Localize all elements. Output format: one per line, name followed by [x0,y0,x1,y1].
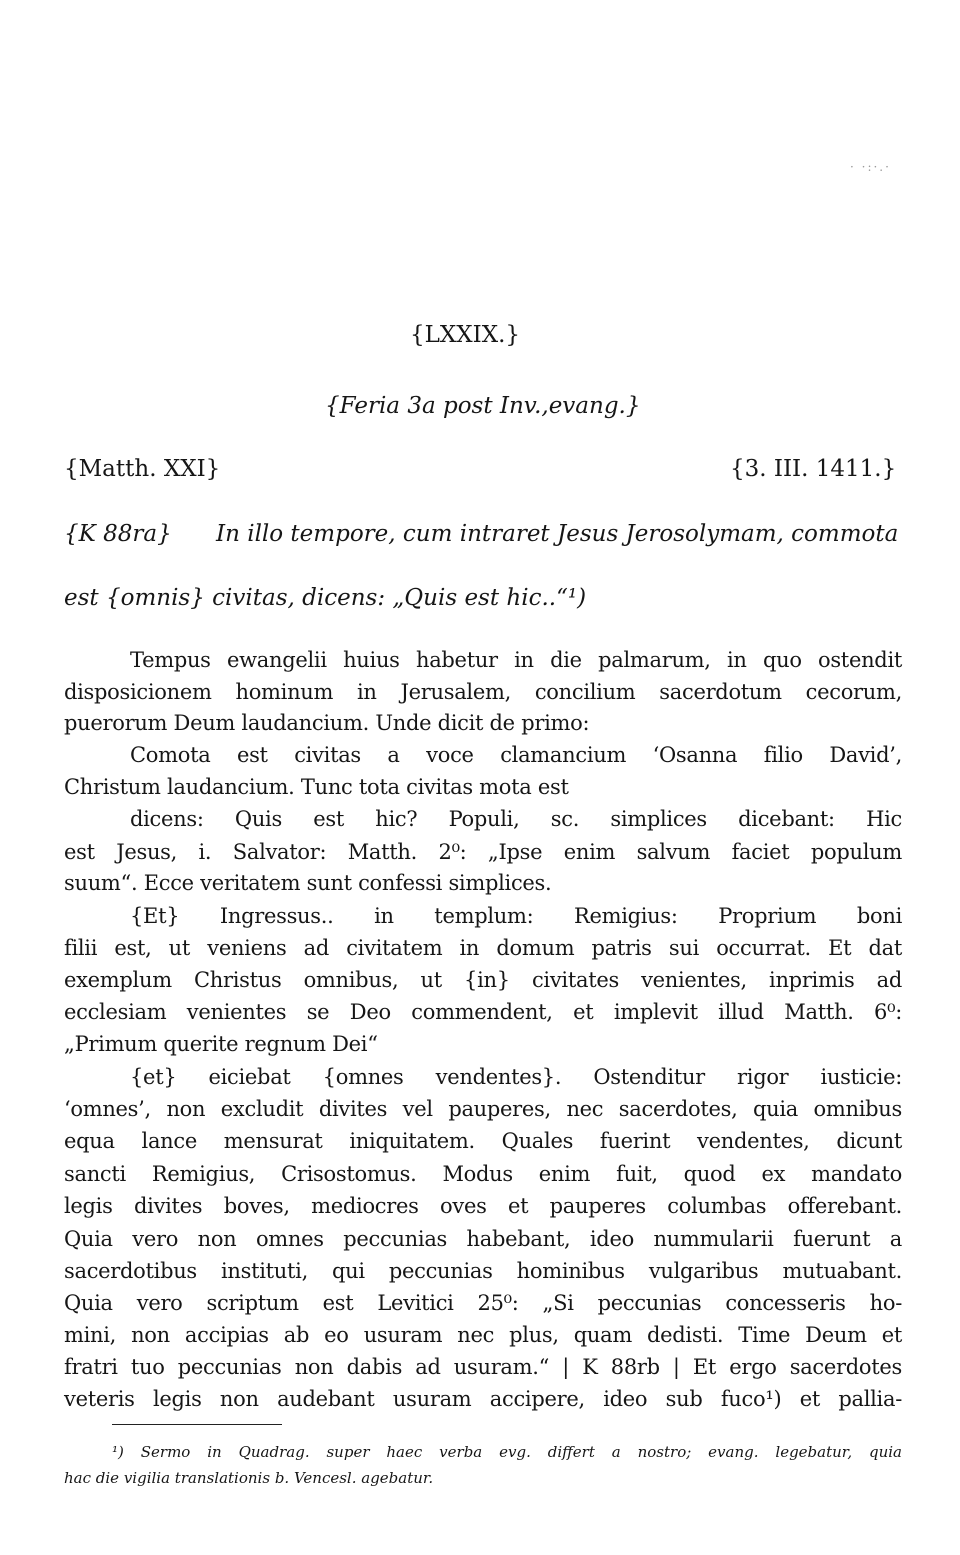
body-line: {Et} Ingressus.. in templum: Remigius: Proprium boni [130,904,902,928]
sermon-number: {LXXIX.} [410,322,521,348]
feria-heading: {Feria 3a post Inv.,evang.} [325,393,641,419]
footnote-line: ¹) Sermo in Quadrag. super haec verba evg. differt a nostro; evang. legebatur, quia [112,1443,902,1461]
body-line: veteris legis non audebant usuram accipere, ideo sub fuco¹) et pallia- [64,1387,902,1411]
body-line: equa lance mensurat iniquitatem. Quales fuerint vendentes, dicunt [64,1129,902,1153]
body-line: sancti Remigius, Crisostomus. Modus enim fuit, quod ex mandato [64,1162,902,1186]
body-line: Tempus ewangelii huius habetur in die palmarum, in quo ostendit [130,648,902,672]
body-line: disposicionem hominum in Jerusalem, concilium sacerdotum cecorum, [64,680,902,704]
body-line: suum“. Ecce veritatem sunt confessi simplices. [64,871,552,895]
body-line: Quia vero non omnes peccunias habebant, ideo nummularii fuerunt a [64,1227,902,1251]
footnote-line: hac die vigilia translationis b. Vencesl. agebatur. [64,1469,434,1487]
body-line: ecclesiam venientes se Deo commendent, et implevit illud Matth. 6⁰: [64,1000,902,1024]
body-line: legis divites boves, mediocres oves et pauperes columbas offerebant. [64,1194,902,1218]
body-line: filii est, ut veniens ad civitatem in domum patris sui occurrat. Et dat [64,936,902,960]
bible-reference: {Matth. XXI} [64,456,221,482]
body-line: fratri tuo peccunias non dabis ad usuram.“ | K 88rb | Et ergo sacerdotes [64,1355,902,1379]
body-line: Comota est civitas a voce clamancium ‘Osanna filio David’, [130,743,902,767]
footnote-divider [112,1424,282,1425]
incipit-line-2: est {omnis} civitas, dicens: „Quis est hic..“¹) [64,585,587,611]
body-line: {et} eiciebat {omnes vendentes}. Ostenditur rigor iusticie: [130,1065,902,1089]
incipit-line-1: In illo tempore, cum intraret Jesus Jerosolymam, commota [216,521,899,547]
date-reference: {3. III. 1411.} [730,456,897,482]
body-line: dicens: Quis est hic? Populi, sc. simplices dicebant: Hic [130,807,902,831]
body-line: puerorum Deum laudancium. Unde dicit de primo: [64,711,590,735]
manuscript-siglum: {K 88ra} [64,521,172,547]
body-line: ‘omnes’, non excludit divites vel pauperes, nec sacerdotes, quia omnibus [64,1097,902,1121]
body-line: mini, non accipias ab eo usuram nec plus, quam dedisti. Time Deum et [64,1323,902,1347]
body-line: exemplum Christus omnibus, ut {in} civitates venientes, inprimis ad [64,968,902,992]
body-line: Quia vero scriptum est Levitici 25⁰: „Si peccunias concesseris ho- [64,1291,902,1315]
body-line: sacerdotibus instituti, qui peccunias hominibus vulgaribus mutuabant. [64,1259,902,1283]
body-line: Christum laudancium. Tunc tota civitas mota est [64,775,569,799]
body-line: „Primum querite regnum Dei“ [64,1032,378,1056]
scan-speck: · ·:·.· [850,160,891,174]
body-line: est Jesus, i. Salvator: Matth. 2⁰: „Ipse enim salvum faciet populum [64,840,902,864]
